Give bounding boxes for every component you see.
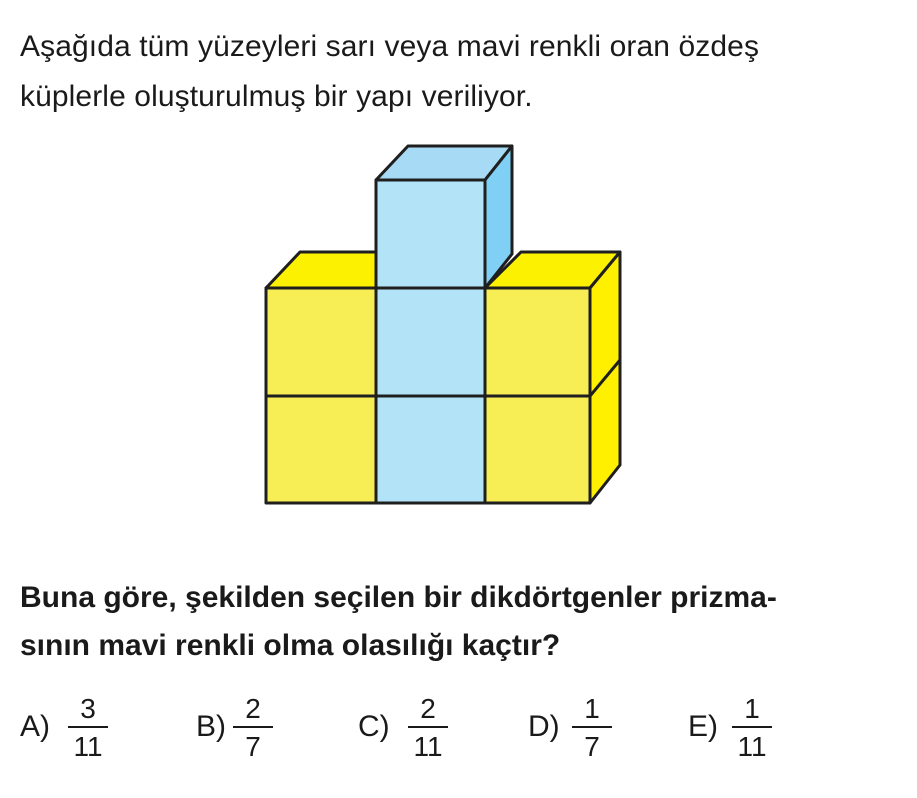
option-e-letter: E)	[688, 710, 718, 743]
question-text	[20, 574, 900, 670]
option-a-numerator: 3	[80, 693, 96, 724]
option-b-denominator: 7	[245, 731, 261, 762]
option-a-denominator: 11	[73, 731, 103, 762]
question-line-1: Buna göre, şekilden seçilen bir dikdörtgenler prizma-	[20, 581, 777, 614]
option-d-letter: D)	[528, 710, 560, 743]
left-column-top-face	[266, 252, 378, 288]
option-e-denominator: 11	[737, 731, 767, 762]
option-b-letter: B)	[196, 710, 226, 743]
left-top-cube-front	[266, 288, 376, 396]
option-e-fraction	[730, 690, 774, 764]
intro-line-1: Aşağıda tüm yüzeyleri sarı veya mavi renkli oran özdeş	[20, 30, 760, 63]
left-bottom-cube-front	[266, 396, 376, 503]
right-bottom-cube-front	[485, 396, 590, 503]
right-top-cube-front	[485, 288, 590, 396]
option-c-fraction	[406, 690, 450, 764]
option-b-numerator: 2	[245, 693, 261, 724]
option-d-numerator: 1	[584, 693, 600, 724]
option-b-fraction	[231, 690, 275, 764]
intro-line-2: küplerle oluşturulmuş bir yapı veriliyor.	[20, 80, 533, 113]
option-d-denominator: 7	[584, 731, 600, 762]
option-d-fraction	[570, 690, 614, 764]
option-a-fraction	[66, 690, 110, 764]
option-c-letter: C)	[358, 710, 390, 743]
middle-top-cube-front	[376, 180, 485, 288]
middle-mid-cube-front	[376, 288, 485, 396]
middle-bottom-cube-front	[376, 396, 485, 503]
option-c-denominator: 11	[413, 731, 443, 762]
option-e-numerator: 1	[744, 693, 760, 724]
answer-options	[0, 690, 917, 770]
option-c-numerator: 2	[420, 693, 436, 724]
option-a-letter: A)	[20, 710, 50, 743]
question-line-2: sının mavi renkli olma olasılığı kaçtır?	[20, 629, 561, 662]
